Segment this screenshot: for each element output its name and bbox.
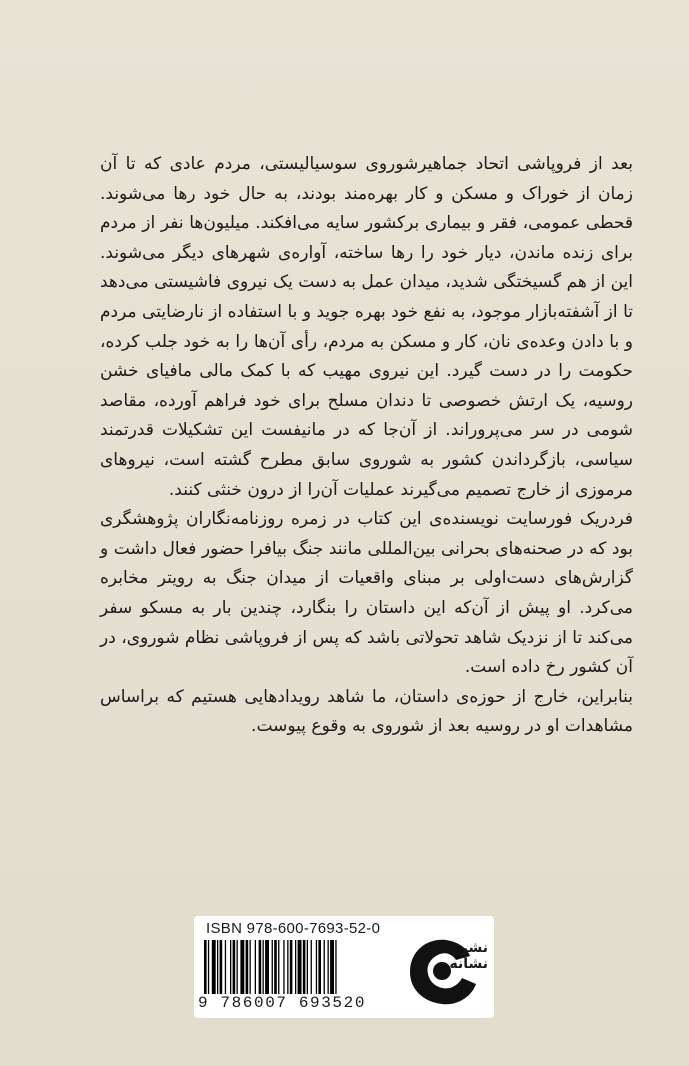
barcode-panel [194, 916, 494, 1018]
barcode-bars [204, 940, 386, 994]
publisher-name: نشر نشانه [449, 940, 488, 972]
isbn-label: ISBN 978-600-7693-52-0 [206, 920, 381, 937]
blurb-paragraph-2: فردریک فورسایت نویسنده‌ی این کتاب در زمره روزنامه‌نگاران پژوهشگری بود که در صحنه‌های بحرانی بین‌المللی مانند جنگ بیافرا حضور فعال داشت و گزارش‌های دست‌اولی بر مبنای واقعیات از میدان جنگ به رویتر مخابره می‌کرد. او پیش از آن‌که این داستان را بنگارد، چندین بار به مسکو سفر می‌کند تا از نزدیک شاهد تحولاتی باشد که پس از فروپاشی نظام شوروی، در آن کشور رخ داده است. [100, 509, 633, 678]
blurb-paragraph-1: بعد از فروپاشی اتحاد جماهیرشوروی سوسیالیستی، مردم عادی که تا آن زمان از خوراک و مسکن و کار بهره‌مند بودند، به حال خود رها می‌شوند. قحطی عمومی، فقر و بیماری برکشور سایه می‌افکند. میلیون‌ها نفر از مردم برای زنده ماندن، دیار خود را رها ساخته، آواره‌ی شهرهای دیگر می‌شوند. این از هم گسیختگی شدید، میدان عمل به دست یک نیروی فاشیستی می‌دهد تا از آشفته‌بازار موجود، به نفع خود بهره جوید و با استفاده از نارضایتی مردم و با دادن وعده‌ی نان، کار و مسکن به مردم، رأی آن‌ها را به خود جلب کرده، حکومت را در دست گیرد. این نیروی مهیب که با کمک مالی مافیای خشن روسیه، یک ارتش خصوصی تا دندان مسلح برای خود فراهم آورده، مقاصد شومی در سر می‌پروراند. از آن‌جا که در مانیفست این تشکیلات قدرتمند سیاسی، بازگرداندن کشور به شوروی سابق مطرح گشته است، نیروهای مرموزی از خارج تصمیم می‌گیرند عملیات آن‌را از درون خنثی کنند. [100, 154, 633, 500]
barcode-digits: 9 786007 693520 [198, 994, 367, 1012]
blurb-paragraph-3: بنابراین، خارج از حوزه‌ی داستان، ما شاهد رویدادهایی هستیم که براساس مشاهدات او در روسیه بعد از شوروی به وقوع پیوست. [100, 686, 633, 737]
back-cover-blurb [100, 150, 633, 742]
